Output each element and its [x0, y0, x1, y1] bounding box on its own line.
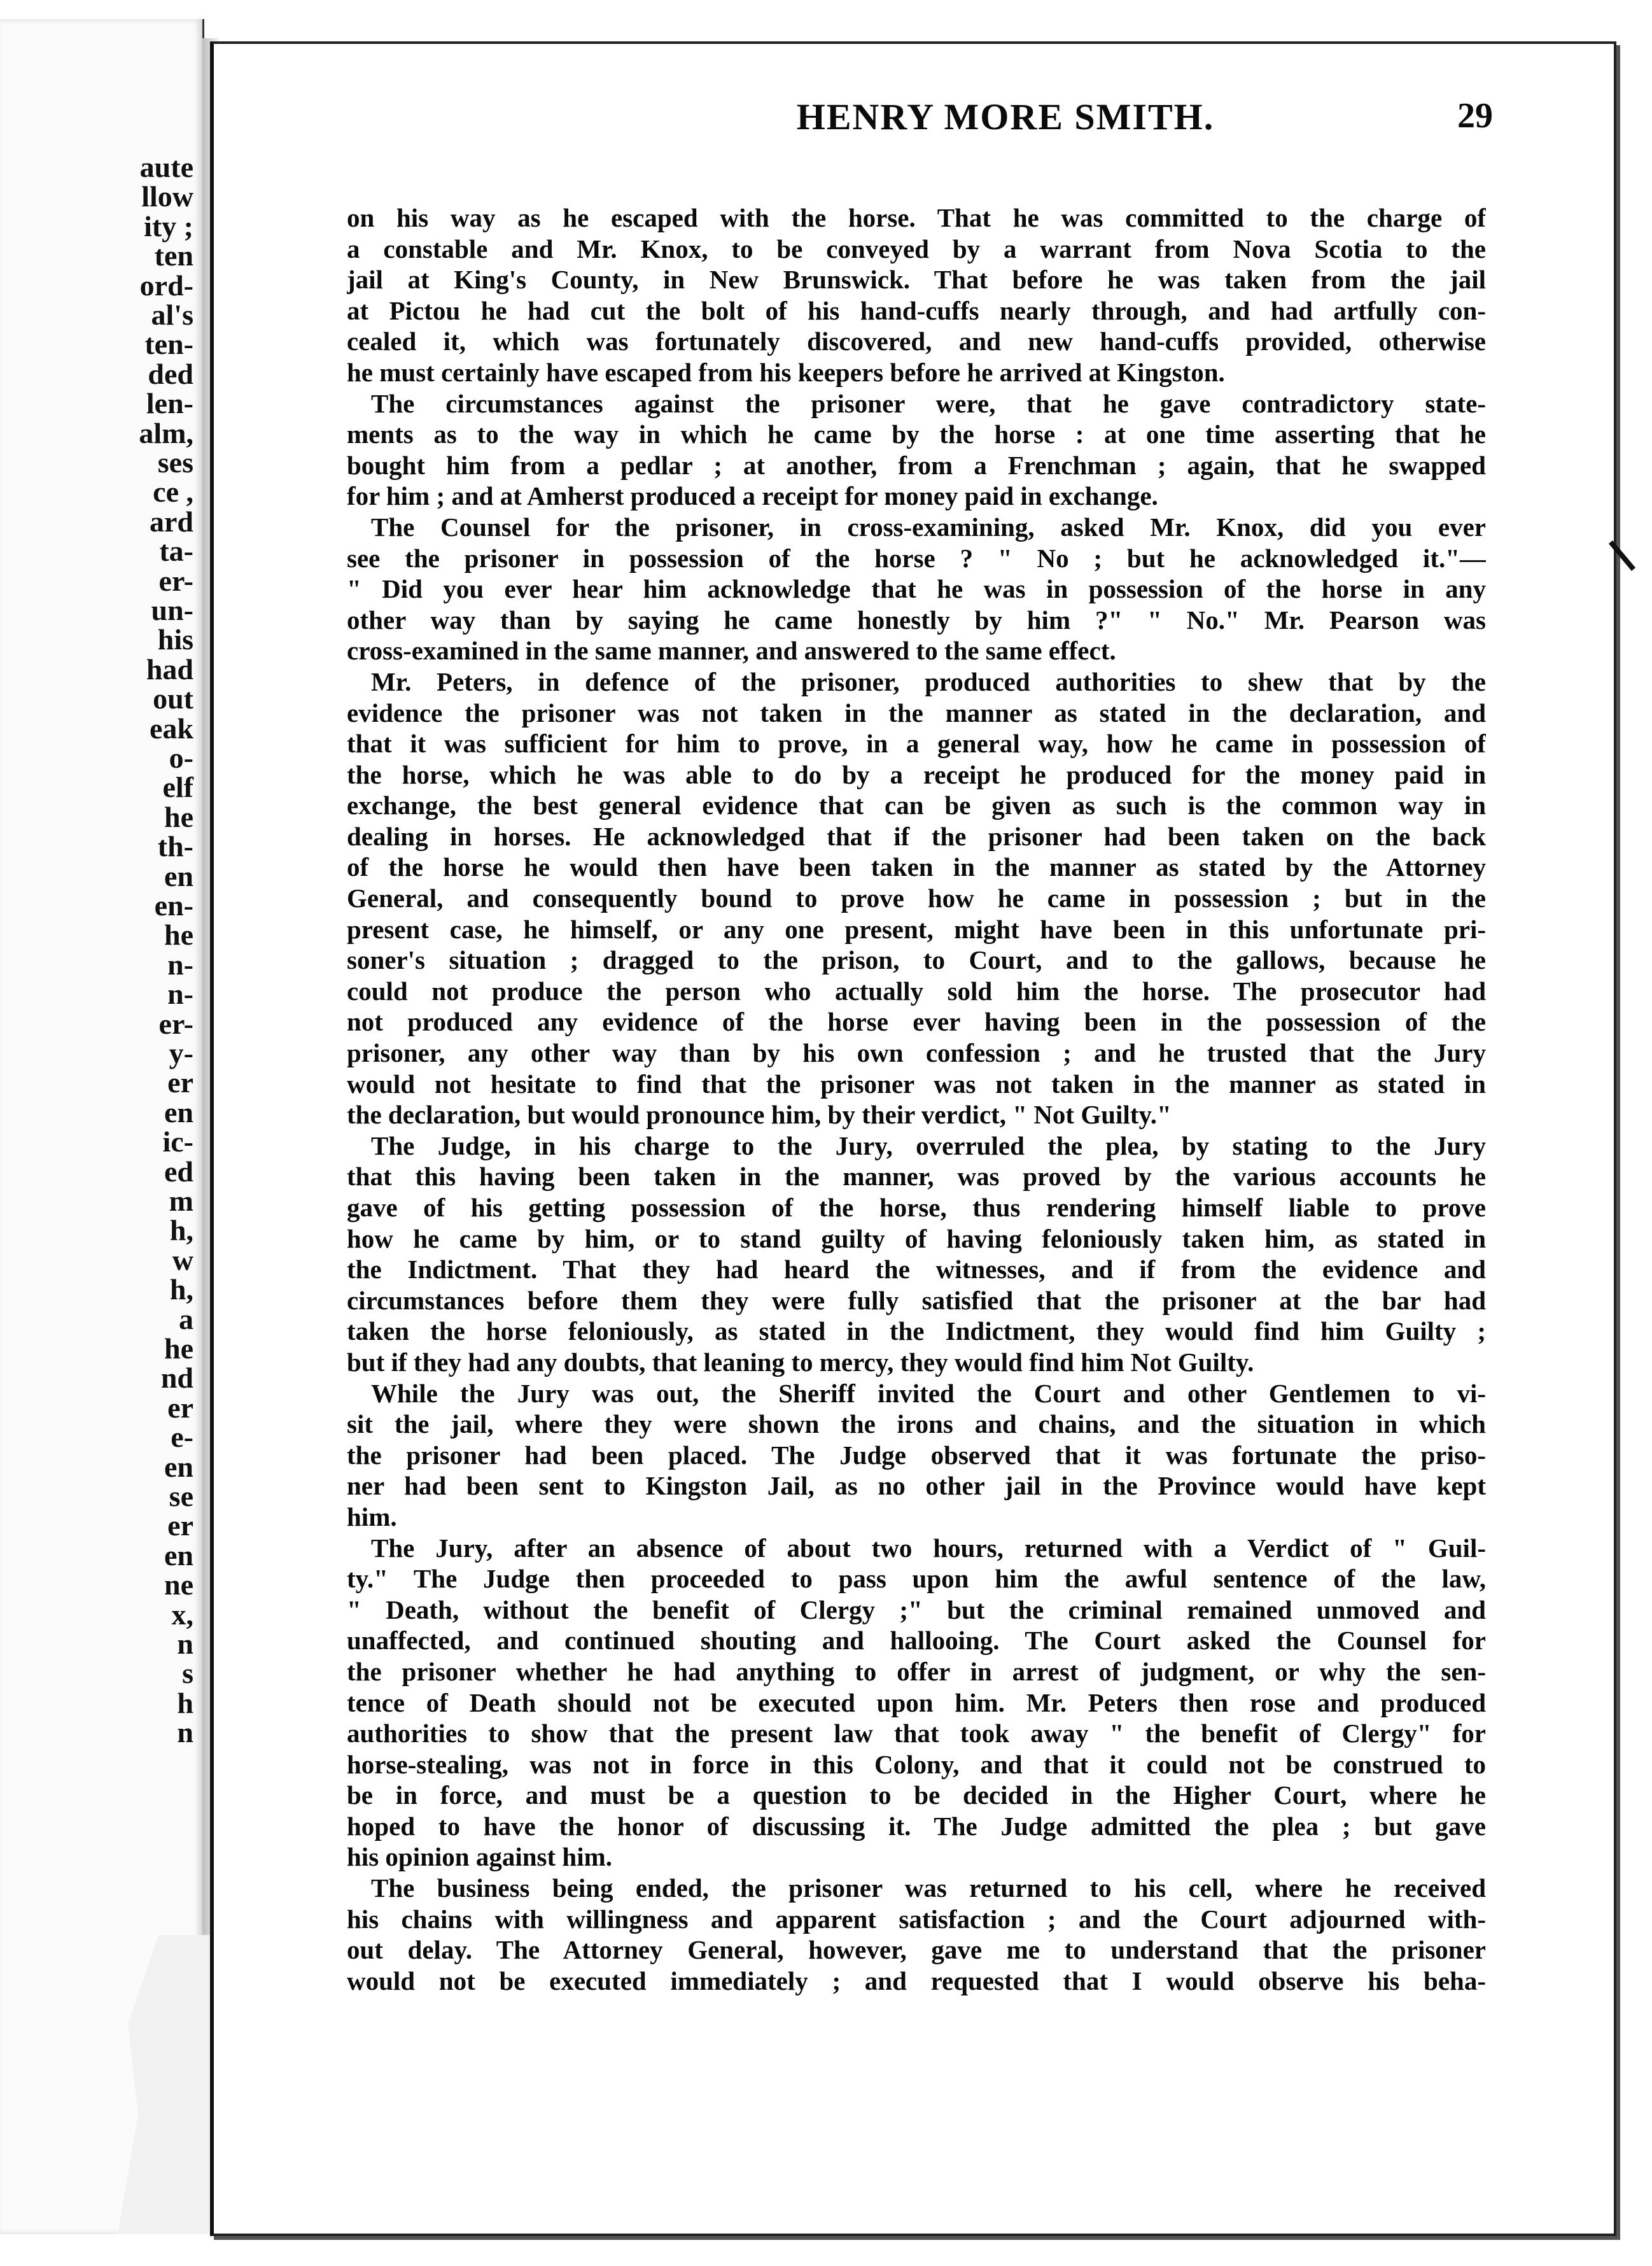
previous-page-fragment: en- — [154, 889, 193, 922]
body-line: evidence the prisoner was not taken in the manner as stated in the declaration, and — [347, 698, 1486, 728]
previous-page-fragment: h, — [169, 1273, 193, 1306]
previous-page-fragment: un- — [151, 594, 193, 626]
previous-page-fragment: ard — [150, 505, 193, 538]
previous-page-fragment: m — [169, 1185, 193, 1217]
previous-page-fragment: ses — [157, 446, 193, 479]
body-text — [347, 202, 1486, 2182]
body-line: the horse, which he was able to do by a receipt he produced for the money paid in — [347, 759, 1486, 789]
body-line: of the horse he would then have been taken in the manner as stated by the Attorney — [347, 852, 1486, 882]
body-line: cross-examined in the same manner, and answered to the same effect. — [347, 636, 1116, 666]
previous-page-fragment: al's — [151, 299, 193, 331]
previous-page-fragment: er- — [158, 1007, 193, 1040]
body-line: The circumstances against the prisoner were, that he gave contradictory state- — [371, 388, 1486, 418]
previous-page-fragment: alm, — [139, 416, 193, 449]
body-line: other way than by saying he came honestly by him ?" " No." Mr. Pearson was — [347, 605, 1486, 635]
body-line: prisoner, any other way than by his own confession ; and he trusted that the Jury — [347, 1038, 1486, 1068]
body-line: could not produce the person who actually sold him the horse. The prosecutor had — [347, 976, 1486, 1006]
body-line: ments as to the way in which he came by the horse : at one time asserting that he — [347, 419, 1486, 449]
body-line: Mr. Peters, in defence of the prisoner, produced authorities to shew that by the — [371, 666, 1486, 696]
previous-page-fragment: ten- — [144, 328, 193, 361]
previous-page — [0, 19, 204, 2234]
previous-page-fragment: n — [177, 1716, 193, 1749]
body-line: how he came by him, or to stand guilty of having feloniously taken him, as stated in — [347, 1223, 1486, 1253]
body-line: him. — [347, 1502, 397, 1531]
previous-page-fragment: n- — [167, 978, 193, 1011]
previous-page-fragment: he — [164, 1332, 193, 1365]
previous-page-fragment: er — [167, 1066, 193, 1099]
previous-page-fragment: a — [179, 1302, 193, 1335]
body-line: taken the horse feloniously, as stated in the Indictment, they would find him Guilty ; — [347, 1316, 1486, 1346]
previous-page-fragment: w — [172, 1243, 193, 1276]
body-line: but if they had any doubts, that leaning to mercy, they would find him Not Guilty. — [347, 1347, 1254, 1377]
body-line: circumstances before them they were fully satisfied that the prisoner at the bar had — [347, 1285, 1486, 1315]
body-line: for him ; and at Amherst produced a receipt for money paid in exchange. — [347, 481, 1158, 511]
previous-page-fragment: ten — [154, 239, 193, 272]
previous-page-fragment: nd — [160, 1362, 193, 1395]
previous-page-fragment: ic- — [162, 1125, 193, 1158]
previous-page-fragment: h, — [169, 1214, 193, 1247]
previous-page-fragment: s — [182, 1657, 193, 1690]
previous-page-fragment: aute — [139, 151, 193, 183]
body-line: soner's situation ; dragged to the prison, to Court, and to the gallows, because he — [347, 945, 1486, 975]
body-line: The Counsel for the prisoner, in cross-examining, asked Mr. Knox, did you ever — [371, 512, 1486, 542]
previous-page-fragment: ne — [164, 1568, 193, 1601]
previous-page-fragment: ta- — [159, 535, 193, 568]
body-line: the Indictment. That they had heard the witnesses, and if from the evidence and — [347, 1255, 1486, 1284]
body-line: would not be executed immediately ; and requested that I would observe his beha- — [347, 1966, 1486, 1995]
previous-page-fragment: o- — [169, 742, 193, 774]
previous-page-fragment: llow — [141, 180, 193, 213]
body-line: jail at King's County, in New Brunswick. That before he was taken from the jail — [347, 265, 1486, 295]
body-line: would not hesitate to find that the prisoner was not taken in the manner as stated in — [347, 1069, 1486, 1099]
body-line: dealing in horses. He acknowledged that if the prisoner had been taken on the back — [347, 821, 1486, 851]
body-line: the prisoner had been placed. The Judge observed that it was fortunate the priso- — [347, 1440, 1486, 1470]
body-line: gave of his getting possession of the horse, thus rendering himself liable to prove — [347, 1193, 1486, 1222]
body-line: on his way as he escaped with the horse. That he was committed to the charge of — [347, 203, 1486, 232]
previous-page-fragment: en — [164, 1095, 193, 1129]
body-line: a constable and Mr. Knox, to be conveyed by a warrant from Nova Scotia to the — [347, 234, 1486, 264]
previous-page-fragment: th- — [157, 830, 193, 863]
body-line: the declaration, but would pronounce him, by their verdict, " Not Guilty." — [347, 1100, 1172, 1130]
body-line: see the prisoner in possession of the horse ? " No ; but he acknowledged it."— — [347, 543, 1486, 573]
previous-page-fragment: n — [177, 1628, 193, 1660]
body-line: While the Jury was out, the Sheriff invited the Court and other Gentlemen to vi- — [371, 1378, 1486, 1408]
body-line: the prisoner whether he had anything to offer in arrest of judgment, or why the sen- — [347, 1656, 1486, 1686]
body-line: present case, he himself, or any one present, might have been in this unfortunate pri- — [347, 914, 1486, 944]
previous-page-fragment: er — [167, 1509, 193, 1542]
body-line: exchange, the best general evidence that can be given as such is the common way in — [347, 791, 1486, 820]
previous-page-fragment: ity ; — [144, 209, 193, 243]
body-line: " Death, without the benefit of Clergy ;" but the criminal remained unmoved and — [347, 1594, 1486, 1624]
body-line: his chains with willingness and apparent satisfaction ; and the Court adjourned with- — [347, 1904, 1486, 1934]
body-line: General, and consequently bound to prove how he came in possession ; but in the — [347, 883, 1486, 913]
previous-page-fragment: he — [164, 800, 193, 833]
previous-page-fragment: h — [177, 1686, 193, 1719]
body-line: at Pictou he had cut the bolt of his hand-cuffs nearly through, and had artfully con- — [347, 295, 1486, 325]
body-line: ty." The Judge then proceeded to pass upon him the awful sentence of the law, — [347, 1564, 1486, 1594]
previous-page-fragment: y- — [169, 1037, 193, 1069]
previous-page-fragment: en — [164, 1450, 193, 1483]
previous-page-fragment: ed — [164, 1155, 193, 1188]
page-number: 29 — [1457, 96, 1493, 136]
previous-page-fragment: n- — [167, 948, 193, 981]
previous-page-fragment: his — [157, 623, 193, 656]
body-line: sit the jail, where they were shown the irons and chains, and the situation in which — [347, 1409, 1486, 1439]
previous-page-fragment: er- — [158, 564, 193, 597]
previous-page-fragment: se — [169, 1480, 193, 1512]
body-line: be in force, and must be a question to be decided in the Higher Court, where he — [347, 1780, 1486, 1810]
previous-page-fragment: ord- — [139, 269, 193, 302]
previous-page-fragment: e- — [171, 1421, 193, 1454]
body-line: The business being ended, the prisoner was returned to his cell, where he received — [371, 1873, 1486, 1903]
previous-page-fragment: len- — [146, 387, 193, 420]
body-line: tence of Death should not be executed upon him. Mr. Peters then rose and produced — [347, 1687, 1486, 1717]
body-line: " Did you ever hear him acknowledge that he was in possession of the horse in any — [347, 574, 1486, 604]
body-line: horse-stealing, was not in force in this Colony, and that it could not be construed to — [347, 1749, 1486, 1779]
body-line: that it was sufficient for him to prove, in a general way, how he came in possession of — [347, 729, 1486, 759]
body-line: ner had been sent to Kingston Jail, as no other jail in the Province would have kept — [347, 1471, 1486, 1501]
body-line: authorities to show that the present law that took away " the benefit of Clergy" for — [347, 1719, 1486, 1749]
previous-page-fragment: eak — [150, 712, 193, 745]
body-line: that this having been taken in the manner, was proved by the various accounts he — [347, 1162, 1486, 1192]
previous-page-fragment: ce , — [153, 475, 193, 509]
previous-page-fragment: en — [164, 1538, 193, 1572]
previous-page-fragment: er — [167, 1391, 193, 1424]
body-line: out delay. The Attorney General, however, gave me to understand that the prisoner — [347, 1935, 1486, 1965]
body-line: not produced any evidence of the horse ever having been in the possession of the — [347, 1007, 1486, 1037]
body-line: cealed it, which was fortunately discovered, and new hand-cuffs provided, otherwise — [347, 327, 1486, 356]
body-line: bought him from a pedlar ; at another, from a Frenchman ; again, that he swapped — [347, 450, 1486, 480]
previous-page-fragment: elf — [162, 771, 193, 804]
body-line: his opinion against him. — [347, 1842, 612, 1872]
body-line: he must certainly have escaped from his keepers before he arrived at Kingston. — [347, 357, 1225, 387]
previous-page-fragment: ded — [148, 357, 193, 390]
previous-page-fragment: en — [164, 859, 193, 892]
body-line: unaffected, and continued shouting and hallooing. The Court asked the Counsel for — [347, 1626, 1486, 1656]
body-line: hoped to have the honor of discussing it. The Judge admitted the plea ; but gave — [347, 1811, 1486, 1841]
previous-page-fragment: x, — [171, 1598, 193, 1631]
previous-page-fragment: out — [153, 682, 193, 715]
body-line: The Judge, in his charge to the Jury, overruled the plea, by stating to the Jury — [371, 1130, 1486, 1160]
body-line: The Jury, after an absence of about two hours, returned with a Verdict of " Guil- — [371, 1533, 1486, 1563]
running-head: HENRY MORE SMITH. — [796, 96, 1215, 137]
previous-page-fragment: he — [164, 918, 193, 952]
previous-page-fragment: had — [146, 652, 193, 686]
